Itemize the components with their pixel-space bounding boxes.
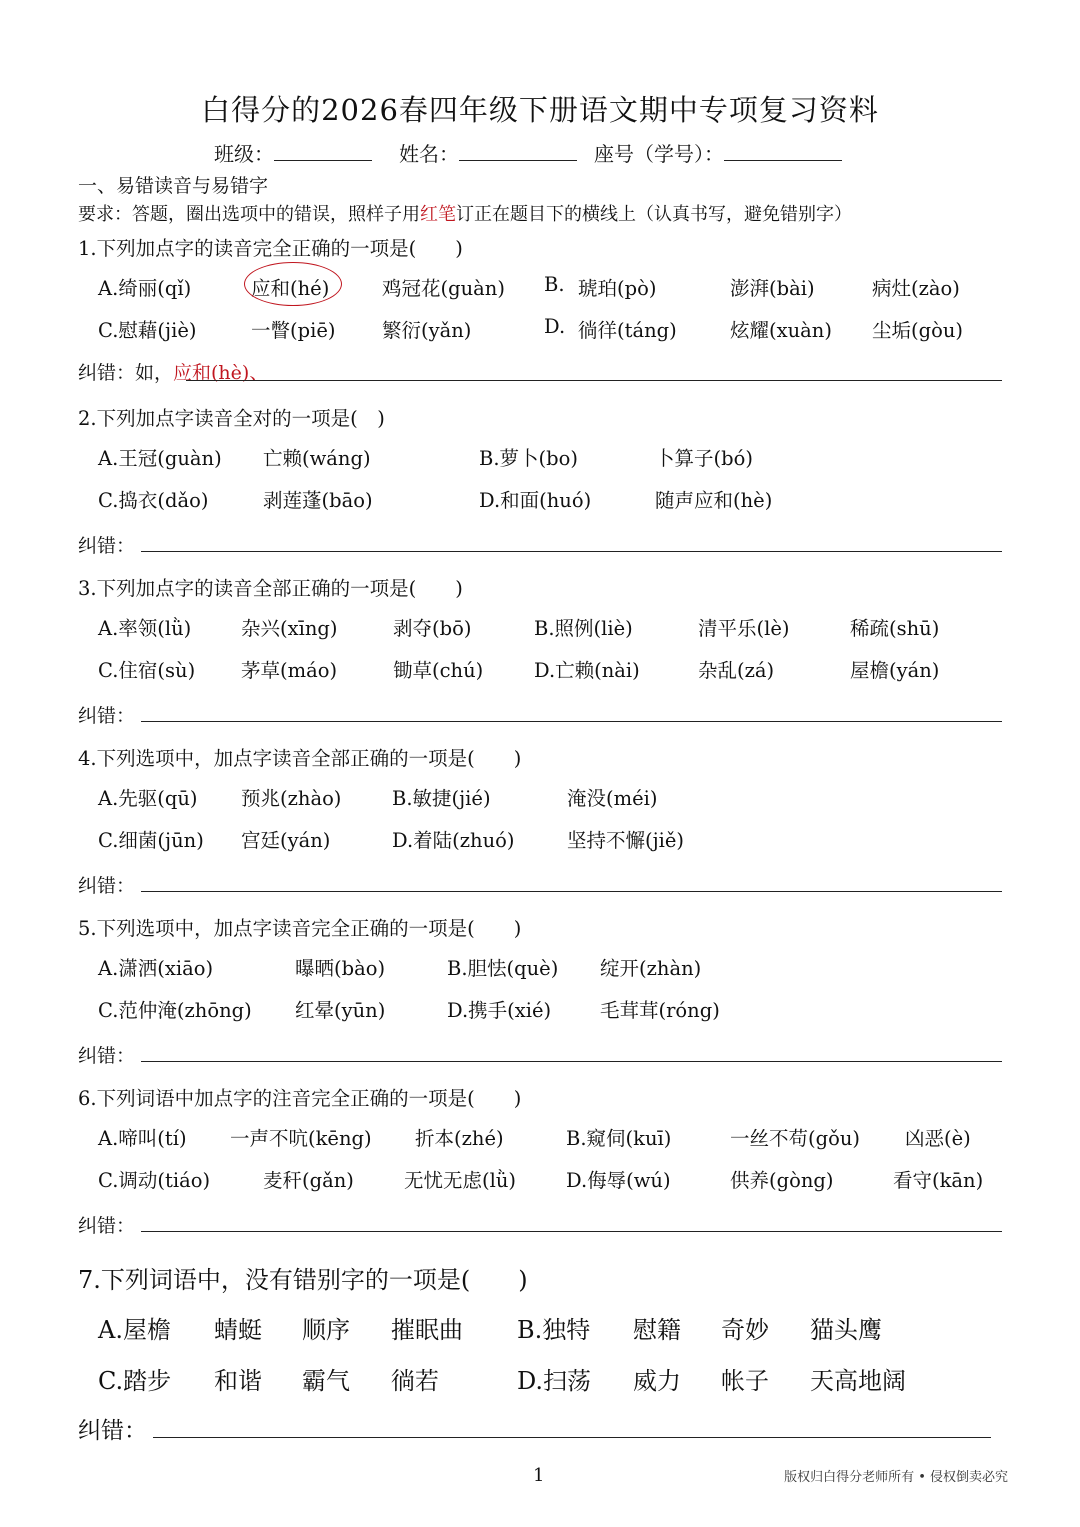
q3-option: 锄草(chú) (393, 659, 484, 682)
correction-line-6[interactable] (141, 1231, 1002, 1232)
q1-option: 一瞥(piē) (251, 319, 336, 342)
q3-option: 杂兴(xīng) (241, 617, 338, 640)
question-2-stem: 2.下列加点字读音全对的一项是( ) (78, 407, 385, 430)
correction-label: 纠错： (78, 1418, 147, 1444)
correction-line-3[interactable] (141, 721, 1002, 722)
q7-option: D.扫荡 (517, 1367, 592, 1395)
q2-option: C.捣衣(dǎo) (98, 489, 209, 512)
q1-option: 应和(hé) (251, 277, 330, 300)
q2-option: D.和面(huó) (479, 489, 592, 512)
question-6-stem: 6.下列词语中加点字的注音完全正确的一项是( ) (78, 1087, 522, 1110)
q7-option: 天高地阔 (810, 1367, 906, 1395)
correction-line-1[interactable] (186, 380, 1002, 381)
class-label: 班级： (214, 142, 274, 166)
red-circle-mark (244, 262, 342, 306)
q2-option: 剥莲蓬(bāo) (263, 489, 373, 512)
q3-option: C.住宿(sù) (98, 659, 196, 682)
q5-option: 绽开(zhàn) (600, 957, 702, 980)
q1-option: 琥珀(pò) (578, 277, 657, 300)
q1-option: 尘垢(gòu) (872, 319, 963, 342)
correction-label: 纠错： (78, 875, 136, 897)
q7-option: A.屋檐 (98, 1316, 171, 1344)
q3-option: 清平乐(lè) (698, 617, 790, 640)
q2-option: 随声应和(hè) (655, 489, 773, 512)
q6-option: 看守(kān) (893, 1169, 984, 1192)
q6-option: 凶恶(è) (905, 1127, 971, 1150)
q7-option: 摧眠曲 (391, 1316, 463, 1344)
q3-option: B.照例(liè) (534, 617, 633, 640)
seat-blank[interactable] (724, 140, 842, 161)
question-7-stem: 7.下列词语中，没有错别字的一项是( ) (78, 1266, 528, 1294)
q3-option: 稀疏(shū) (850, 617, 940, 640)
requirement-red-word: 红笔 (420, 204, 456, 225)
seat-field[interactable] (594, 138, 842, 167)
q2-option: B.萝卜(bo) (479, 447, 578, 470)
copyright-notice: 版权归白得分老师所有 • 侵权倒卖必究 (784, 1470, 1008, 1485)
requirement (78, 200, 852, 226)
q1-option: 徜徉(táng) (578, 319, 677, 342)
q7-option: 蜻蜓 (214, 1316, 262, 1344)
q3-option: 茅草(máo) (241, 659, 338, 682)
q3-option: A.率领(lǜ) (98, 617, 192, 640)
correction-line-5[interactable] (141, 1061, 1002, 1062)
q6-option: 供养(gòng) (730, 1169, 834, 1192)
q1-option: 澎湃(bài) (730, 277, 815, 300)
class-blank[interactable] (274, 140, 372, 161)
seat-label: 座号（学号）： (594, 142, 724, 166)
q6-option: 一丝不苟(gǒu) (730, 1127, 860, 1150)
correction-line-4[interactable] (141, 891, 1002, 892)
q4-option: A.先驱(qū) (98, 787, 198, 810)
requirement-suffix: 订正在题目下的横线上（认真书写，避免错别字） (456, 204, 852, 225)
q1-option: C.慰藉(jiè) (98, 319, 197, 342)
q1-option: 病灶(zào) (872, 277, 960, 300)
q4-option: B.敏捷(jié) (392, 787, 491, 810)
q7-option: 徜若 (391, 1367, 439, 1395)
correction-line-2[interactable] (141, 551, 1002, 552)
q3-option: D.亡赖(nài) (534, 659, 640, 682)
q7-option: 霸气 (302, 1367, 350, 1395)
requirement-prefix: 要求：答题，圈出选项中的错误，照样子用 (78, 204, 420, 225)
q2-option: A.王冠(guàn) (98, 447, 222, 470)
q1-option: 炫耀(xuàn) (730, 319, 832, 342)
q4-option: 淹没(méi) (567, 787, 658, 810)
correction-example-red: 应和(hè)、 (173, 362, 269, 384)
correction-line-7[interactable] (153, 1437, 991, 1438)
correction-label: 纠错： (78, 1215, 136, 1237)
q6-option: D.侮辱(wú) (566, 1169, 671, 1192)
q7-option: B.独特 (517, 1316, 591, 1344)
q2-option: 亡赖(wáng) (263, 447, 371, 470)
q4-option: 坚持不懈(jiě) (567, 829, 685, 852)
q7-option: 威力 (633, 1367, 681, 1395)
q3-option: 屋檐(yán) (850, 659, 940, 682)
q5-option: B.胆怯(què) (447, 957, 559, 980)
q4-option: 宫廷(yán) (241, 829, 331, 852)
question-5-stem: 5.下列选项中，加点字读音完全正确的一项是( ) (78, 917, 522, 940)
name-field[interactable] (399, 138, 577, 167)
q6-option: 一声不吭(kēng) (230, 1127, 372, 1150)
question-4-stem: 4.下列选项中，加点字读音全部正确的一项是( ) (78, 747, 522, 770)
page-title: 白得分的2026春四年级下册语文期中专项复习资料 (201, 93, 879, 127)
q4-option: 预兆(zhào) (241, 787, 342, 810)
q6-option: 无忧无虑(lǜ) (404, 1169, 517, 1192)
q5-option: 曝晒(bào) (295, 957, 386, 980)
class-field[interactable] (214, 138, 372, 167)
q1-option: B. (544, 273, 565, 296)
q5-option: A.潇洒(xiāo) (98, 957, 214, 980)
correction-example-lead: 纠错：如， (78, 362, 174, 384)
q3-option: 杂乱(zá) (698, 659, 775, 682)
q7-option: 顺序 (302, 1316, 350, 1344)
q1-option: D. (544, 315, 566, 338)
page-number: 1 (533, 1465, 545, 1486)
q7-option: 和谐 (214, 1367, 262, 1395)
q5-option: 毛茸茸(róng) (600, 999, 720, 1022)
q6-option: 麦秆(gǎn) (263, 1169, 354, 1192)
q1-option: 繁衍(yǎn) (382, 319, 472, 342)
q7-option: 慰籍 (633, 1316, 681, 1344)
name-label: 姓名： (399, 142, 459, 166)
q7-option: 帐子 (721, 1367, 769, 1395)
name-blank[interactable] (459, 140, 577, 161)
q2-option: 卜算子(bó) (655, 447, 753, 470)
correction-label: 纠错： (78, 1045, 136, 1067)
correction-label: 纠错： (78, 535, 136, 557)
q5-option: D.携手(xié) (447, 999, 552, 1022)
q6-option: C.调动(tiáo) (98, 1169, 211, 1192)
q4-option: C.细菌(jūn) (98, 829, 204, 852)
q3-option: 剥夺(bō) (393, 617, 472, 640)
q6-option: 折本(zhé) (415, 1127, 504, 1150)
q5-option: C.范仲淹(zhōng) (98, 999, 252, 1022)
q7-option: C.踏步 (98, 1367, 172, 1395)
question-1-stem: 1.下列加点字的读音完全正确的一项是( ) (78, 237, 463, 260)
q1-option: 鸡冠花(guàn) (382, 277, 505, 300)
q7-option: 奇妙 (721, 1316, 769, 1344)
q7-option: 猫头鹰 (810, 1316, 882, 1344)
section-heading: 一、易错读音与易错字 (78, 175, 269, 197)
q5-option: 红晕(yūn) (295, 999, 386, 1022)
q4-option: D.着陆(zhuó) (392, 829, 515, 852)
question-3-stem: 3.下列加点字的读音全部正确的一项是( ) (78, 577, 463, 600)
q6-option: A.啼叫(tí) (98, 1127, 187, 1150)
q6-option: B.窥伺(kuī) (566, 1127, 672, 1150)
q1-option: A.绮丽(qǐ) (98, 277, 192, 300)
correction-label: 纠错： (78, 705, 136, 727)
